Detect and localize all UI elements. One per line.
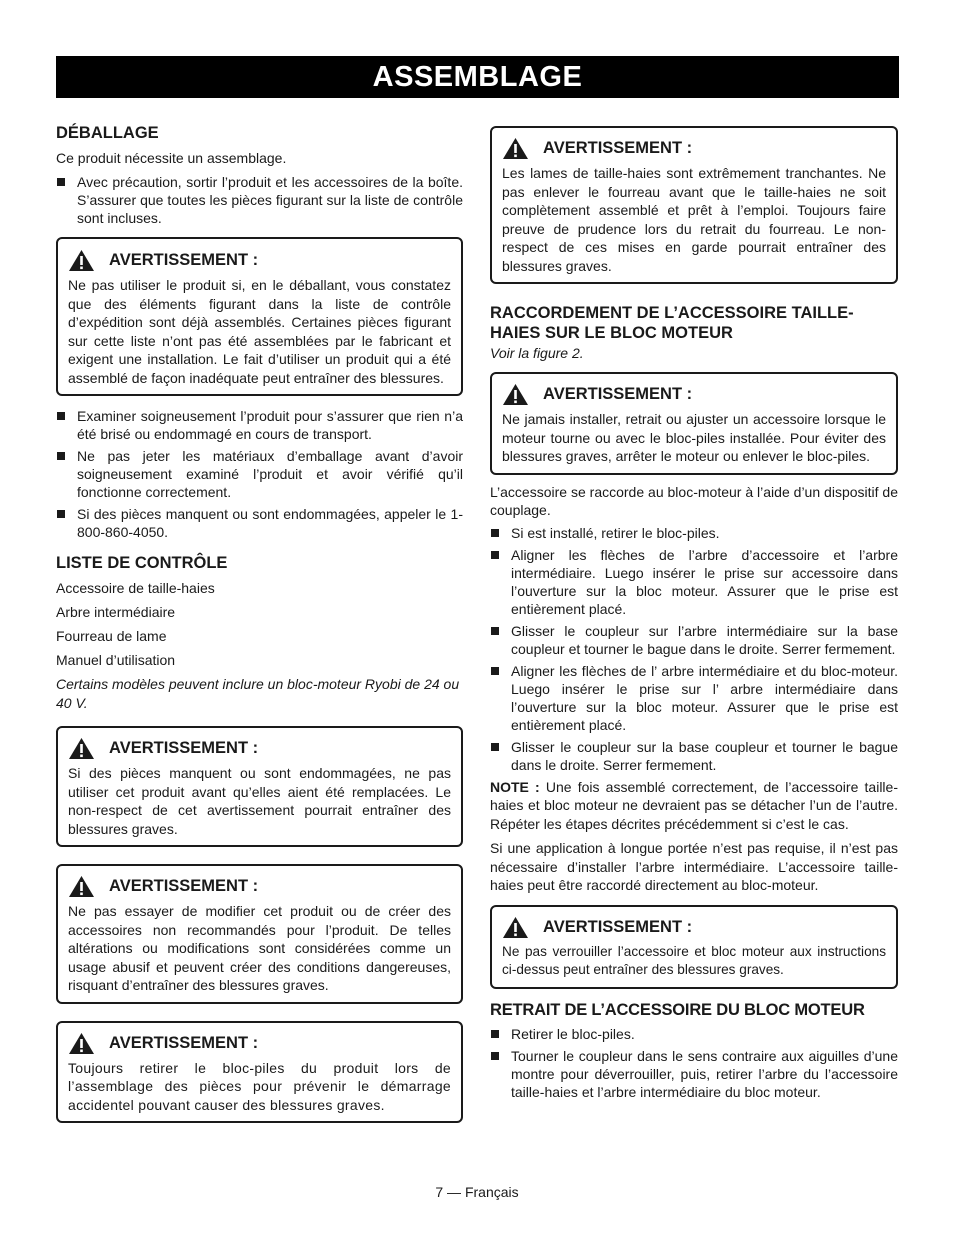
list-item: Examiner soigneusement l’produit pour s’assurer que rien n’a été brisé ou endommagé en cours de transport. bbox=[56, 407, 463, 443]
right-column bbox=[490, 126, 898, 1105]
warning-triangle-icon bbox=[502, 383, 529, 406]
list-item: Glisser le coupleur sur la base coupleur et tourner le bague dans le droite. Serrer fermement. bbox=[490, 738, 898, 774]
warning-triangle-icon bbox=[68, 737, 95, 760]
long-reach-text: Si une application à longue portée n’est pas requise, il n’est pas nécessaire d’installer l’arbre intermédiaire. L’accessoire taille-haies peut être raccordé directement au bloc-moteur. bbox=[490, 840, 898, 894]
checklist-heading: LISTE DE CONTRÔLE bbox=[56, 554, 228, 573]
warning-triangle-icon bbox=[68, 249, 95, 272]
unpack-list-b bbox=[56, 407, 463, 541]
warning-title: AVERTISSEMENT : bbox=[109, 739, 259, 758]
warning-box bbox=[490, 126, 898, 284]
warning-triangle-icon bbox=[68, 1032, 95, 1055]
assembly-note bbox=[490, 778, 898, 834]
warning-title: AVERTISSEMENT : bbox=[109, 251, 259, 270]
warning-box bbox=[490, 905, 898, 989]
warning-triangle-icon bbox=[502, 916, 529, 939]
checklist bbox=[56, 579, 463, 670]
attach-heading: RACCORDEMENT DE L’ACCESSOIRE TAILLE-HAIES SUR LE BLOC MOTEUR bbox=[490, 304, 854, 342]
warning-text: Ne pas verrouiller l’accessoire et bloc moteur aux instructions ci-dessus peut entraîner des blessures graves. bbox=[502, 943, 886, 978]
attach-steps bbox=[490, 524, 898, 774]
list-item: Aligner les flèches de l’arbre d’accessoire et l’arbre intermédiaire. Luego insérer le prise sur accessoire dans l’ouverture sur la bloc moteur. Assurer que le prise est entièrement placé. bbox=[490, 546, 898, 618]
figure-reference: Voir la figure 2. bbox=[490, 344, 584, 361]
checklist-item: Accessoire de taille-haies bbox=[56, 580, 215, 597]
warning-text: Les lames de taille-haies sont extrêmement tranchantes. Ne pas enlever le fourreau avant que le taille-haies ne soit complètement assemblé et prêt à l’emploi. Toujours faire preuve de prudence lors du retrait du fourreau. Le non-respect de ces mises en garde pourrait entraîner des blessures graves. bbox=[502, 165, 886, 274]
unpack-heading: DÉBALLAGE bbox=[56, 124, 159, 142]
warning-triangle-icon bbox=[68, 875, 95, 898]
list-item: Avec précaution, sortir l’produit et les accessoires de la boîte. S’assurer que toutes les pièces figurant sur la liste de contrôle sont incluses. bbox=[56, 173, 463, 227]
warning-text: Ne pas essayer de modifier cet produit ou de créer des accessoires non recommandés pour l’produit. De telles altérations ou modifications sont considérées comme un usage abusif et peuvent créer des conditions dangereuses, risquant d’entraîner des blessures graves. bbox=[68, 903, 451, 994]
list-item: Si des pièces manquent ou sont endommagées, appeler le 1-800-860-4050. bbox=[56, 505, 463, 541]
warning-title: AVERTISSEMENT : bbox=[109, 1033, 259, 1052]
warning-title: AVERTISSEMENT : bbox=[543, 385, 693, 404]
warning-box bbox=[56, 864, 463, 1004]
list-item: Glisser le coupleur sur l’arbre intermédiaire sur la base coupleur et tourner le bague dans le droite. Serrer fermement. bbox=[490, 622, 898, 658]
remove-steps bbox=[490, 1025, 898, 1101]
left-column bbox=[56, 124, 463, 1123]
page-footer: 7 — Français bbox=[435, 1184, 519, 1200]
list-item: Retirer le bloc-piles. bbox=[490, 1025, 898, 1043]
remove-heading: RETRAIT DE L’ACCESSOIRE DU BLOC MOTEUR bbox=[490, 1000, 865, 1019]
warning-box bbox=[56, 726, 463, 847]
note-label: NOTE : bbox=[490, 778, 540, 795]
warning-text: Toujours retirer le bloc-piles du produit lors de l’assemblage des pièces pour prévenir le démarrage accidentel pouvant causer des blessures graves. bbox=[68, 1059, 451, 1113]
checklist-item: Arbre intermédiaire bbox=[56, 604, 176, 621]
note-text: Une fois assemblé correctement, de l’accessoire taille-haies et bloc moteur ne devraient pas se détacher l’un de l’autre. Répéter les étapes décrites précédemment si c’est le cas. bbox=[490, 778, 898, 832]
warning-triangle-icon bbox=[502, 137, 529, 160]
list-item: Aligner les flèches de l’ arbre intermédiaire et du bloc-moteur. Luego insérer le prise sur l’ arbre intermédiaire dans l’ouverture sur la bloc moteur. Assurer que le prise est entièrement placé. bbox=[490, 662, 898, 734]
warning-box bbox=[56, 237, 463, 396]
unpack-intro: Ce produit nécessite un assemblage. bbox=[56, 149, 287, 166]
section-banner: ASSEMBLAGE bbox=[56, 56, 899, 98]
attach-intro: L’accessoire se raccorde au bloc-moteur à l’aide d’un dispositif de couplage. bbox=[490, 483, 898, 519]
list-item: Si est installé, retirer le bloc-piles. bbox=[490, 524, 898, 542]
checklist-note: Certains modèles peuvent inclure un bloc-moteur Ryobi de 24 ou 40 V. bbox=[56, 676, 460, 711]
warning-title: AVERTISSEMENT : bbox=[543, 139, 693, 157]
unpack-list-a bbox=[56, 173, 463, 227]
warning-text: Ne jamais installer, retrait ou ajuster un accessoire lorsque le moteur tourne ou avec le bloc-piles installée. Pour éviter des blessures graves, arrêter le moteur ou enlever le bloc-piles. bbox=[502, 411, 886, 465]
checklist-item: Fourreau de lame bbox=[56, 628, 167, 645]
warning-text: Si des pièces manquent ou sont endommagées, ne pas utiliser cet produit avant qu’elles aient été remplacées. Le non-respect de cet avertissement pourrait entraîner des blessures graves. bbox=[68, 765, 451, 837]
warning-box bbox=[56, 1021, 463, 1124]
warning-box bbox=[490, 372, 898, 475]
checklist-item: Manuel d’utilisation bbox=[56, 652, 176, 669]
warning-text: Ne pas utiliser le produit si, en le déballant, vous constatez que des éléments figurant dans la liste de contrôle d’expédition sont déjà assemblés. Certaines pièces figurant sur cette liste n’ont pas été assemblées par le fabricant et exigent une installation. Le fait d’utiliser un produit qui a été assemblé de façon inadéquate peut entraîner des blessures. bbox=[68, 277, 451, 386]
list-item: Tourner le coupleur dans le sens contraire aux aiguilles d’une montre pour déverrouiller, puis, retirer l’arbre du l’accessoire taille-haies et l’arbre intermédiaire du bloc moteur. bbox=[490, 1047, 898, 1101]
warning-title: AVERTISSEMENT : bbox=[543, 917, 693, 936]
warning-title: AVERTISSEMENT : bbox=[109, 877, 259, 896]
list-item: Ne pas jeter les matériaux d’emballage avant d’avoir soigneusement examiné l’produit et avoir vérifié qu’il fonctionne correctement. bbox=[56, 447, 463, 501]
